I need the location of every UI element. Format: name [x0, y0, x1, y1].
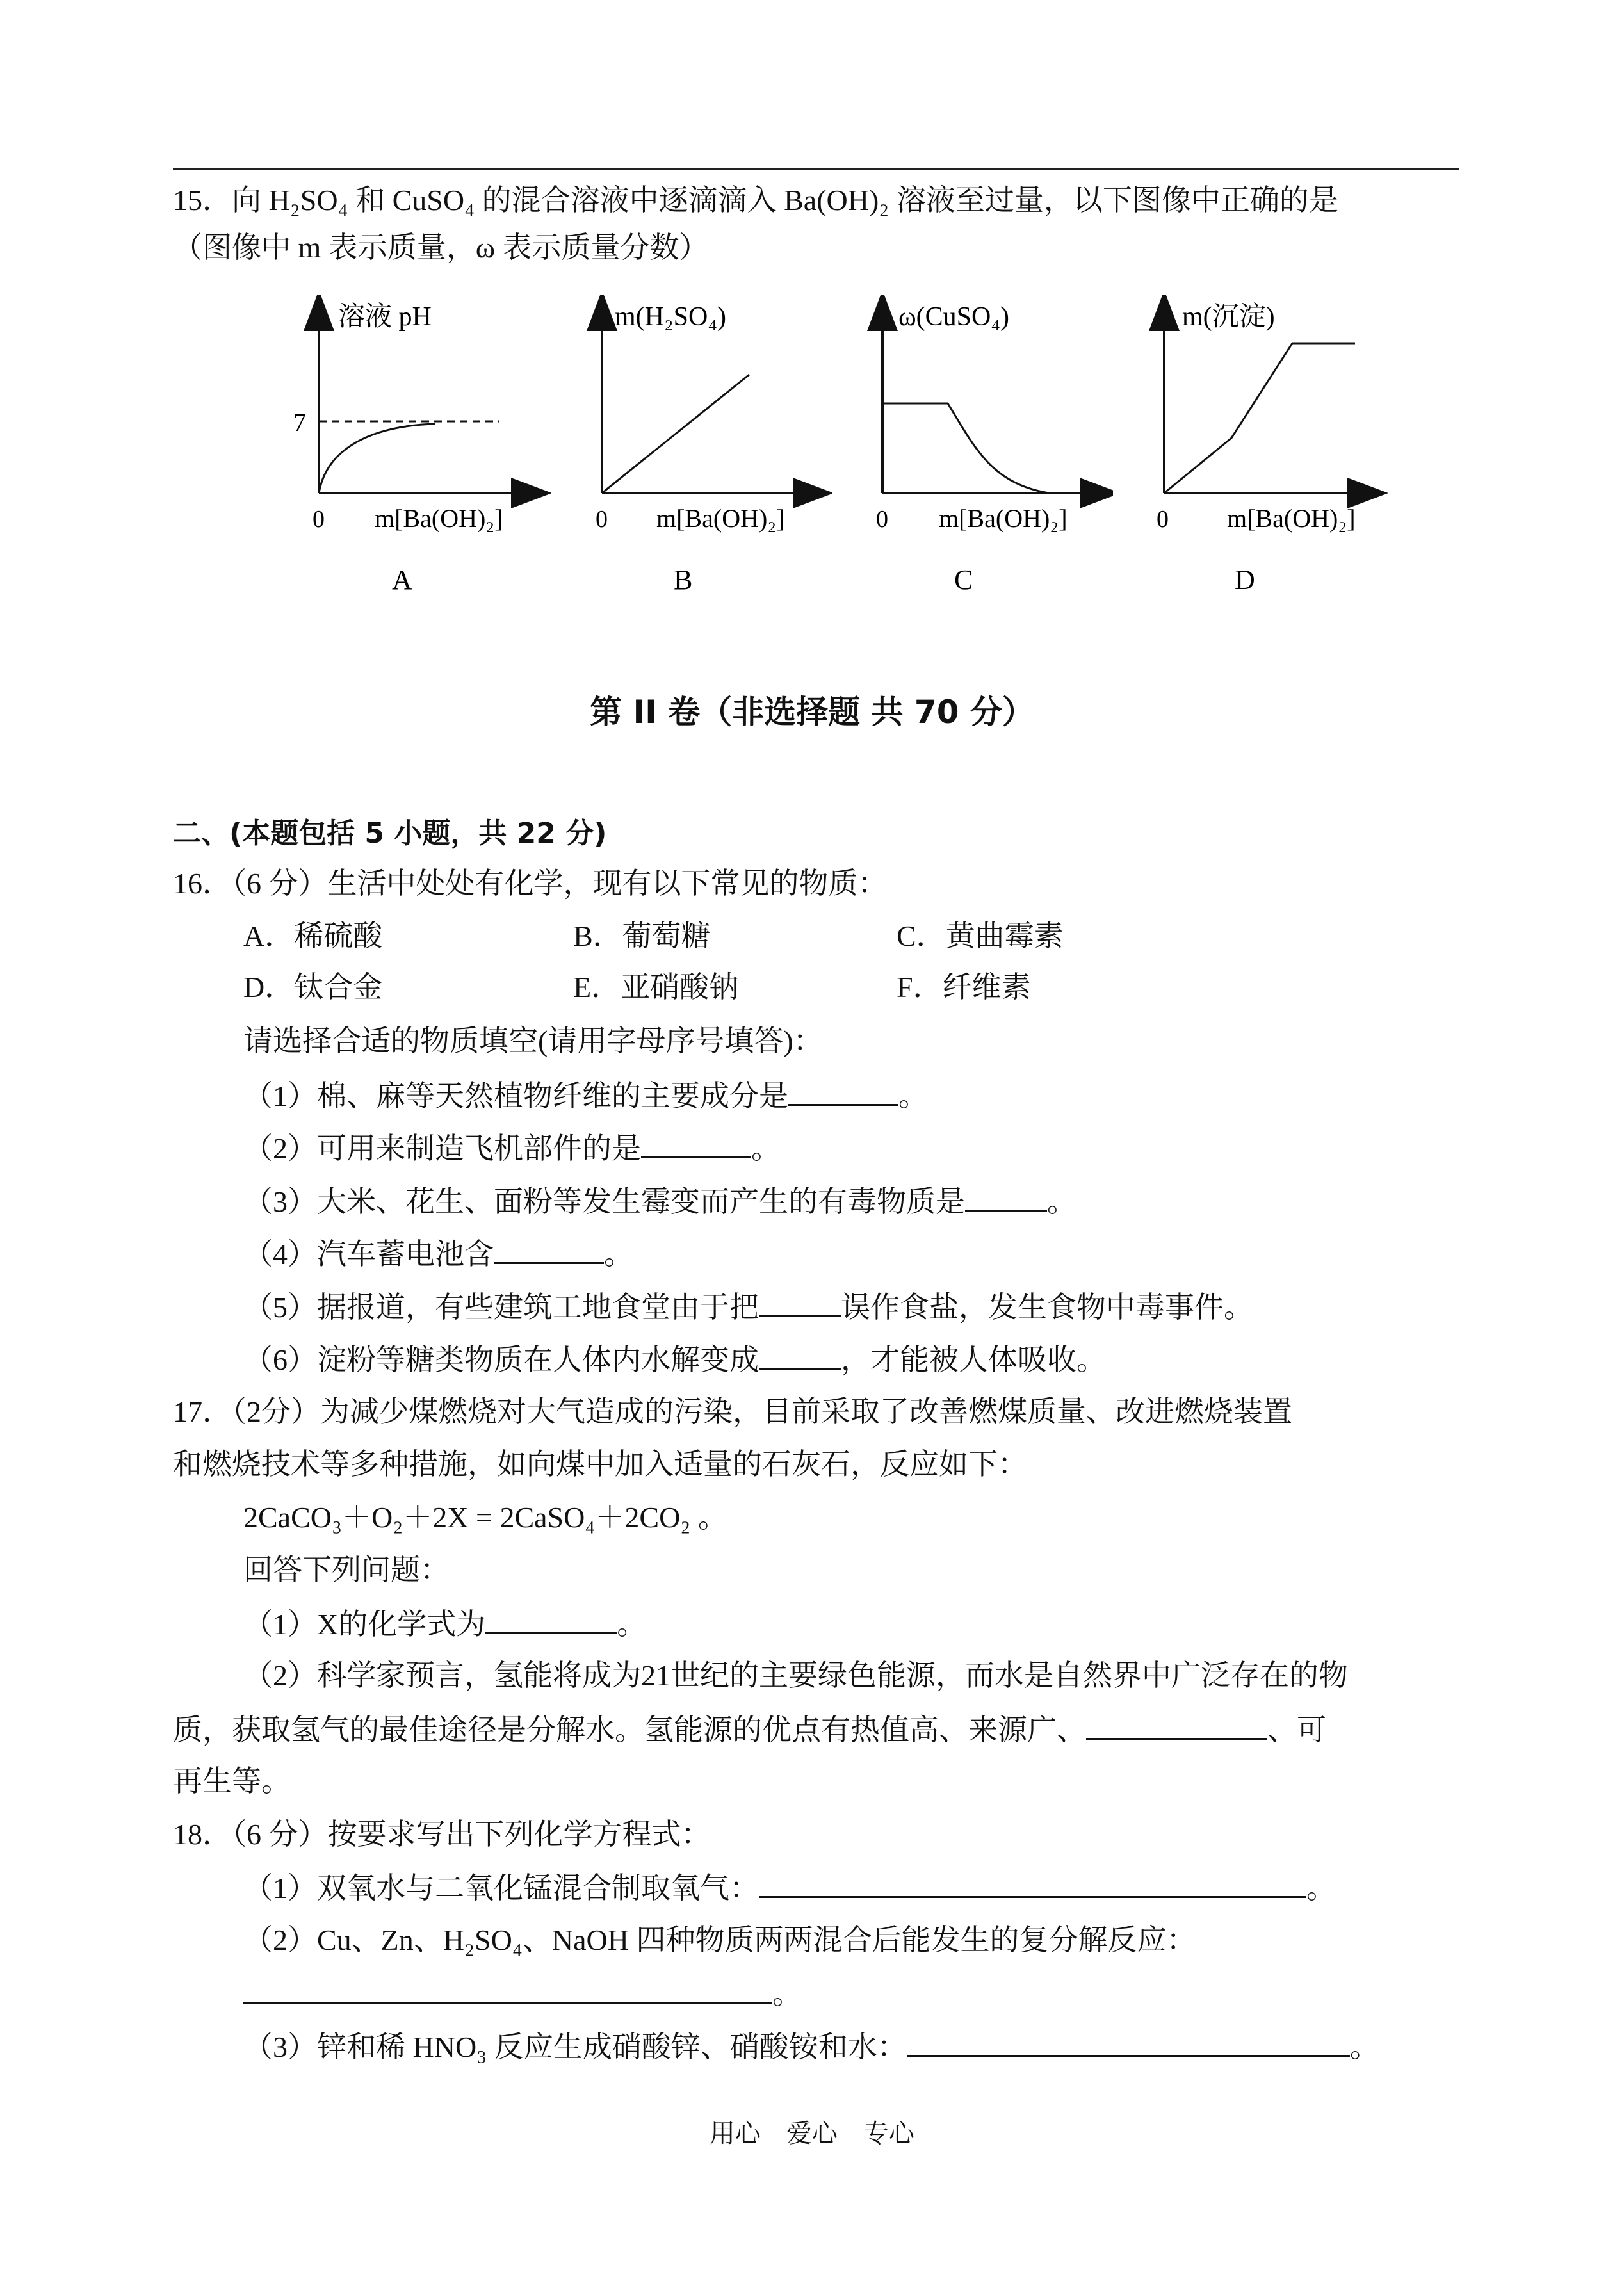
graph-a-xlabel: m[Ba(OH)₂]: [375, 504, 503, 533]
graph-c-ylabel: ω(CuSO₄): [898, 302, 1009, 332]
graph-d-line: [1164, 343, 1355, 493]
q16-item-1-text: （1）棉、麻等天然植物纤维的主要成分是: [243, 1080, 788, 1112]
q16-option-b: B．葡萄糖: [573, 920, 711, 952]
graph-c-xlabel: m[Ba(OH)₂]: [939, 504, 1068, 533]
q16-item-4: [243, 1234, 633, 1274]
q17-item-2-blank[interactable]: [1086, 1710, 1267, 1740]
graph-a: [282, 295, 551, 602]
q15-stem-line1: 15．向 H₂SO₄ 和 CuSO₄ 的混合溶液中逐滴滴入 Ba(OH)₂ 溶液至过量，以下图像中正确的是: [173, 184, 1338, 216]
graph-c-letter: C: [954, 564, 973, 596]
q18-item-3-blank[interactable]: [907, 2027, 1350, 2057]
q18-item-1-text: （1）双氧水与二氧化锰混合制取氧气：: [243, 1872, 759, 1904]
q16-instruction: 请选择合适的物质填空(请用字母序号填答)：: [243, 1025, 823, 1057]
q16-option-a: A．稀硫酸: [243, 920, 383, 952]
q16-item-3-blank[interactable]: [965, 1181, 1047, 1212]
graph-a-ref-label: 7: [293, 408, 306, 437]
q17-item-1: [243, 1604, 646, 1644]
q16-item-5-blank[interactable]: [759, 1287, 841, 1317]
q16-option-f: F．纤维素: [897, 971, 1031, 1003]
q15-stem-line2: （图像中 m 表示质量，ω 表示质量分数）: [173, 231, 709, 264]
q17-item-1-blank[interactable]: [485, 1604, 617, 1634]
q16-item-2-blank[interactable]: [641, 1128, 751, 1158]
q18-item-2-end: 。: [772, 1977, 802, 2010]
graph-c: [844, 295, 1113, 602]
graph-c-curve: [882, 403, 1049, 493]
graph-b-ylabel: m(H₂SO₄): [615, 302, 726, 332]
q16-item-3-text: （3）大米、花生、面粉等发生霉变而产生的有毒物质是: [243, 1185, 965, 1218]
graph-d-xlabel: m[Ba(OH)₂]: [1227, 504, 1356, 533]
q16-item-6: [243, 1340, 1106, 1379]
graph-a-ylabel: 溶液 pH: [338, 302, 432, 332]
q16-stem: 16．（6 分）生活中处处有化学，现有以下常见的物质：: [173, 867, 888, 900]
q18-item-1: [243, 1868, 1336, 1908]
part2-title: 第 II 卷（非选择题 共 70 分）: [590, 693, 1034, 731]
q18-item-1-end: 。: [1306, 1872, 1336, 1904]
q16-item-3: [243, 1181, 1076, 1221]
graph-a-origin: 0: [313, 506, 325, 533]
graph-c-origin: 0: [876, 506, 888, 533]
q17-item-2-line3: 再生等。: [173, 1765, 291, 1797]
q16-item-4-text: （4）汽车蓄电池含: [243, 1238, 494, 1270]
q18-item-2-blank[interactable]: [243, 1974, 772, 2004]
q16-item-5-end: 误作食盐，发生食物中毒事件。: [841, 1291, 1253, 1324]
page-footer: 用心 爱心 专心: [710, 2119, 914, 2148]
q16-option-e: E．亚硝酸钠: [573, 971, 739, 1003]
q16-item-1: [243, 1076, 928, 1115]
graph-d-origin: 0: [1157, 506, 1169, 533]
q18-item-2-answer: [243, 1974, 802, 2013]
section2-heading: 二、(本题包括 5 小题，共 22 分): [173, 817, 607, 850]
q18-item-3-text: （3）锌和稀 HNO₃ 反应生成硝酸锌、硝酸铵和水：: [243, 2031, 907, 2063]
graph-d-ylabel: m(沉淀): [1182, 302, 1275, 332]
q17-stem-line1: 17．（2分）为减少煤燃烧对大气造成的污染，目前采取了改善燃煤质量、改进燃烧装置: [173, 1395, 1292, 1428]
q17-item-2-line1: （2）科学家预言，氢能将成为21世纪的主要绿色能源，而水是自然界中广泛存在的物: [243, 1659, 1348, 1692]
q18-item-1-blank[interactable]: [759, 1868, 1306, 1898]
top-rule: [173, 168, 1459, 170]
q18-stem: 18．（6 分）按要求写出下列化学方程式：: [173, 1818, 711, 1851]
q16-option-c: C．黄曲霉素: [897, 920, 1064, 952]
graph-b: [564, 295, 832, 602]
q16-item-2-end: 。: [751, 1132, 781, 1165]
graph-b-xlabel: m[Ba(OH)₂]: [656, 504, 785, 533]
q17-stem-line2: 和燃烧技术等多种措施，如向煤中加入适量的石灰石，反应如下：: [173, 1448, 1027, 1480]
graph-a-letter: A: [392, 564, 412, 596]
q16-item-4-blank[interactable]: [494, 1234, 604, 1264]
graph-a-curve: [319, 424, 435, 493]
q16-item-2: [243, 1128, 781, 1168]
q16-item-1-blank[interactable]: [788, 1076, 898, 1106]
q16-item-5: [243, 1287, 1253, 1327]
q18-item-3-end: 。: [1349, 2031, 1379, 2063]
q17-item-2-line2: [173, 1710, 1326, 1749]
q18-item-2: （2）Cu、Zn、H₂SO₄、NaOH 四种物质两两混合后能发生的复分解反应：: [243, 1924, 1196, 1956]
graph-d-letter: D: [1235, 564, 1255, 596]
q17-item-1-end: 。: [617, 1608, 647, 1641]
q16-item-1-end: 。: [898, 1080, 928, 1112]
graph-b-letter: B: [674, 564, 693, 596]
q16-item-6-blank[interactable]: [759, 1340, 841, 1370]
q17-item-1-text: （1）X的化学式为: [243, 1608, 486, 1641]
q16-item-4-end: 。: [604, 1238, 633, 1270]
q17-equation: 2CaCO₃＋O₂＋2X = 2CaSO₄＋2CO₂ 。: [243, 1501, 727, 1534]
q16-item-6-text: （6）淀粉等糖类物质在人体内水解变成: [243, 1343, 759, 1376]
graph-d: [1125, 295, 1393, 602]
graph-b-line: [602, 375, 749, 493]
q17-item-2-text: 质，获取氢气的最佳途径是分解水。氢能源的优点有热值高、来源广、: [173, 1714, 1086, 1746]
q16-item-3-end: 。: [1047, 1185, 1076, 1218]
q18-item-3: [243, 2027, 1379, 2066]
q16-item-6-end: ，才能被人体吸收。: [841, 1343, 1106, 1376]
q16-item-2-text: （2）可用来制造飞机部件的是: [243, 1132, 641, 1165]
graph-b-origin: 0: [596, 506, 608, 533]
q17-item-2-end: 、可: [1267, 1714, 1326, 1746]
q16-item-5-text: （5）据报道，有些建筑工地食堂由于把: [243, 1291, 759, 1324]
q16-option-d: D．钛合金: [243, 971, 383, 1003]
q17-prompt: 回答下列问题：: [243, 1553, 450, 1586]
